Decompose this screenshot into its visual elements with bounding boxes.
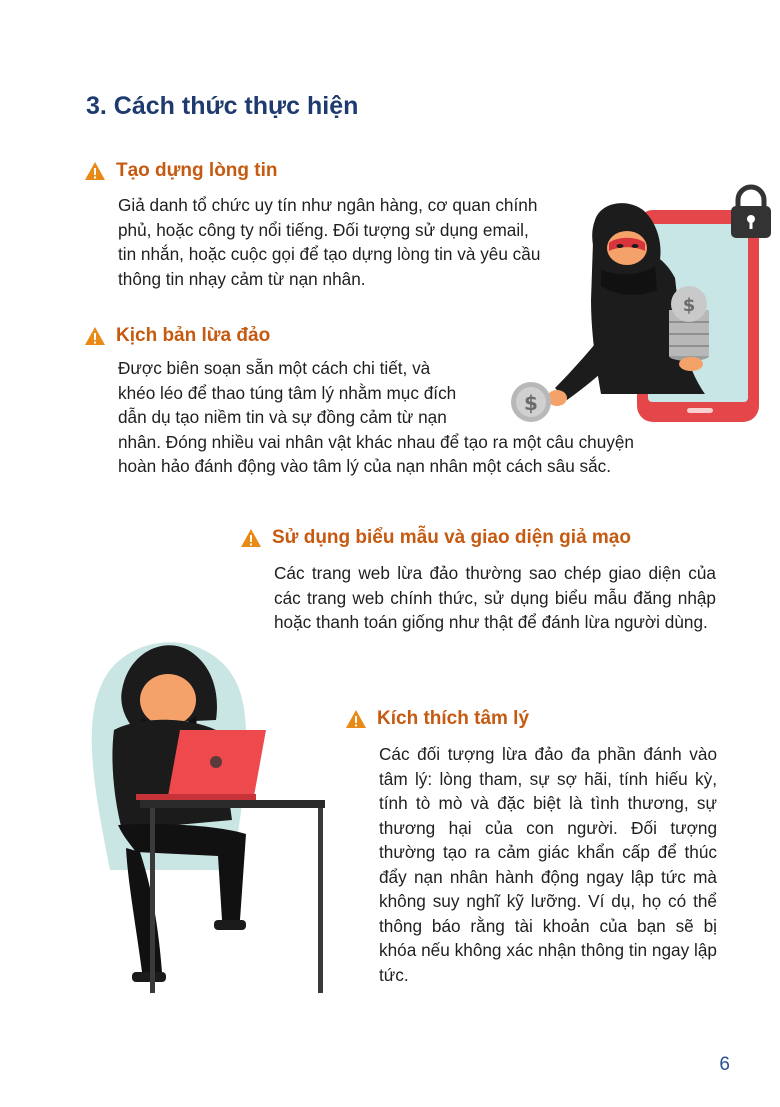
warning-icon bbox=[84, 161, 106, 181]
text-line: hoàn hảo đánh động vào tâm lý của nạn nhân một cách sâu sắc. bbox=[118, 456, 612, 476]
text-line: Được biên soạn sẵn một cách chi tiết, và bbox=[118, 358, 431, 378]
text-line: nhân. Đóng nhiều vai nhân vật khác nhau để tạo ra một câu chuyện bbox=[118, 431, 634, 452]
svg-text:$: $ bbox=[682, 295, 696, 316]
section-body-trust bbox=[118, 193, 540, 291]
section-heading-fake-forms bbox=[240, 527, 631, 549]
section-body-psychology: Các đối tượng lừa đảo đa phần đánh vào tâm lý: lòng tham, sự sợ hãi, tính hiếu kỳ, tính tò mò và đặc biệt là tình thương, sự thương hại của con người. Đối tượng thường tạo ra cảm giác khẩn cấp để thúc đẩy nạn nhân hành động ngay lập tức mà không suy nghĩ kỹ lưỡng. Ví dụ, họ có thể thông báo rằng tài khoản của bạn sẽ bị khóa nếu không xác nhận thông tin ngay lập tức. bbox=[379, 744, 717, 985]
coin-stack-icon bbox=[669, 286, 709, 361]
desk bbox=[140, 800, 325, 808]
laptop-hacker-illustration bbox=[70, 620, 335, 1000]
warning-icon bbox=[240, 528, 262, 548]
section-heading-text: Kích thích tâm lý bbox=[377, 708, 530, 729]
section-body-scenario bbox=[118, 356, 634, 479]
warning-icon bbox=[84, 326, 106, 346]
section-heading-text: Kịch bản lừa đảo bbox=[116, 325, 271, 346]
page-number: 6 bbox=[719, 1054, 730, 1075]
page-title: 3. Cách thức thực hiện bbox=[86, 92, 359, 120]
section-body-fake-forms: Các trang web lừa đảo thường sao chép giao diện của các trang web chính thức, sử dụng biểu mẫu đăng nhập hoặc thanh toán giống như thật để đánh lừa người dùng. bbox=[274, 563, 716, 632]
svg-text:$: $ bbox=[524, 391, 538, 415]
section-heading-scenario bbox=[84, 325, 270, 347]
section-heading-psychology bbox=[345, 708, 529, 730]
text-line: phủ, hoặc công ty nổi tiếng. Đối tượng sử dụng email, bbox=[118, 219, 529, 240]
text-line: thông tin nhạy cảm từ nạn nhân. bbox=[118, 268, 366, 289]
section-heading-trust bbox=[84, 160, 278, 182]
section-heading-text: Sử dụng biểu mẫu và giao diện giả mạo bbox=[272, 527, 631, 548]
text-line: Giả danh tổ chức uy tín như ngân hàng, cơ quan chính bbox=[118, 195, 538, 215]
section-heading-text: Tạo dựng lòng tin bbox=[116, 160, 278, 181]
padlock-icon bbox=[731, 187, 771, 238]
warning-icon bbox=[345, 709, 367, 729]
text-line: khéo léo để thao túng tâm lý nhằm mục đích bbox=[118, 382, 457, 403]
text-line: tin nhắn, hoặc cuộc gọi để tạo dựng lòng tin và yêu cầu bbox=[118, 244, 541, 264]
text-line: dẫn dụ tạo niềm tin và sự đồng cảm từ nạn bbox=[118, 407, 447, 427]
